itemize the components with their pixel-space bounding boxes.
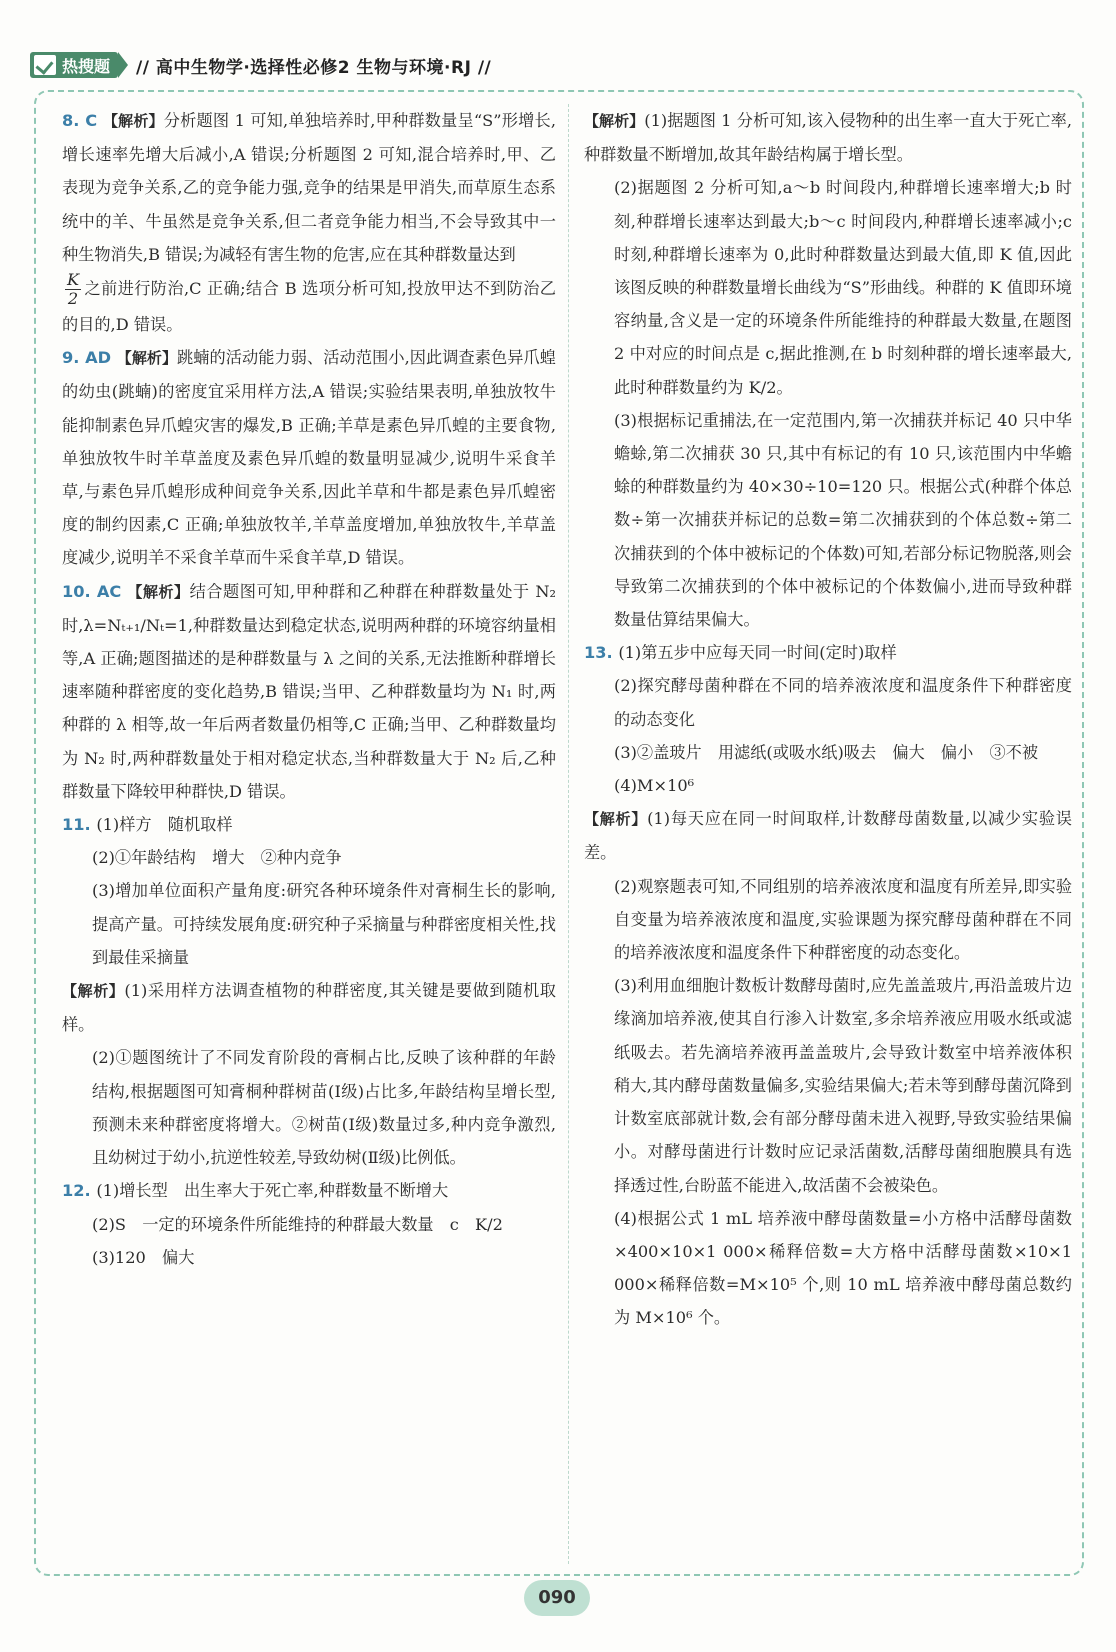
answer-text: 跳蝻的活动能力弱、活动范围小,因此调查素色异爪蝗的幼虫(跳蝻)的密度宜采用样方法,A 错误;实验结果表明,单独放牧牛能抑制素色异爪蝗灾害的爆发,B 正确;羊草是素色异爪蝗的主要食物,单独放牧牛时羊草盖度及素色异爪蝗的数量明显减少,说明牛采食羊草,与素色异爪蝗形成种间竞争关系,因此羊草和牛都是素色异爪蝗密度的制约因素,C 正确;单独放牧羊,羊草盖度增加,单独放牧牛,羊草盖度减少,说明羊不采食羊草而牛采食羊草,D 错误。 — [62, 348, 556, 568]
left-column — [62, 104, 556, 1274]
answer-text: 结合题图可知,甲种群和乙种群在种群数量处于 N₂ 时,λ=Nₜ₊₁/Nₜ=1,种群数量达到稳定状态,说明两种群的环境容纳量相等,A 正确;题图描述的是种群数量与 λ 之间的关系,无法推断种群增长速率随种群密度的变化趋势,B 错误;当甲、乙种群数量均为 N₁ 时,两种群的 λ 相等,故一年后两者数量仍相等,C 正确;当甲、乙种群数量均为 N₂ 时,两种群数量处于相对稳定状态,当种群数量大于 N₂ 后,乙种群数量下降较甲种群快,D 错误。 — [62, 581, 556, 801]
answer-text: (2)S 一定的环境条件所能维持的种群最大数量 c K/2 — [92, 1214, 503, 1234]
answer-paragraph — [584, 104, 1072, 171]
fraction — [65, 271, 81, 308]
answer-paragraph — [62, 1208, 556, 1241]
answer-text: (3)利用血细胞计数板计数酵母菌时,应先盖盖玻片,再沿盖玻片边缘滴加培养液,使其自行渗入计数室,多余培养液应用吸水纸或滤纸吸去。若先滴培养液再盖盖玻片,会导致计数室中培养液体积稍大,其内酵母菌数量偏多,实验结果偏大;若未等到酵母菌沉降到计数室底部就计数,会有部分酵母菌未进入视野,导致实验结果偏小。对酵母菌进行计数时应记录活菌数,活酵母菌细胞膜具有选择透过性,台盼蓝不能进入,故活菌不会被染色。 — [614, 976, 1072, 1195]
answer-text: (2)①题图统计了不同发育阶段的膏桐占比,反映了该种群的年龄结构,根据题图可知膏桐种群树苗(Ⅰ级)占比多,年龄结构呈增长型,预测未来种群密度将增大。②树苗(Ⅰ级)数量过多,种内竞争激烈,且幼树过于幼小,抗逆性较差,导致幼树(Ⅱ级)比例低。 — [92, 1048, 556, 1168]
analysis-tag: 【解析】 — [127, 582, 190, 601]
answer-paragraph — [584, 769, 1072, 802]
answer-paragraph — [62, 1041, 556, 1174]
badge — [30, 52, 118, 78]
answer-paragraph — [584, 802, 1072, 869]
answer-text: 之前进行防治,C 正确;结合 B 选项分析可知,投放甲达不到防治乙的目的,D 错误。 — [62, 279, 556, 335]
right-column — [584, 104, 1072, 1335]
answer-text: (2)观察题表可知,不同组别的培养液浓度和温度有所差异,即实验自变量为培养液浓度和温度,实验课题为探究酵母菌种群在不同的培养液浓度和温度条件下种群密度的动态变化。 — [614, 876, 1072, 963]
fraction-denominator: 2 — [67, 289, 79, 309]
answer-text: (1)采用样方法调查植物的种群密度,其关键是要做到随机取样。 — [62, 981, 556, 1035]
answer-paragraph — [62, 575, 556, 808]
answer-paragraph — [584, 1202, 1072, 1335]
checkmark-icon — [34, 55, 56, 75]
badge-arrow-icon — [118, 52, 128, 78]
fraction-numerator: K — [67, 270, 80, 290]
header-title: // 高中生物学·选择性必修2 生物与环境·RJ // — [136, 57, 492, 78]
answer-paragraph — [62, 1241, 556, 1274]
analysis-tag: 【解析】 — [584, 810, 648, 829]
answer-paragraph — [62, 1174, 556, 1207]
answer-text: (3)②盖玻片 用滤纸(或吸水纸)吸去 偏大 偏小 ③不被 — [614, 742, 1039, 762]
question-number: 13. — [584, 643, 619, 663]
answer-paragraph — [584, 736, 1072, 769]
answer-paragraph — [62, 341, 556, 574]
answer-text: (3)120 偏大 — [92, 1247, 195, 1267]
analysis-tag: 【解析】 — [584, 112, 645, 130]
answer-text: (4)M×10⁶ — [614, 776, 695, 796]
answer-text: (4)根据公式 1 mL 培养液中酵母菌数量=小方格中活酵母菌数×400×10×1 000×稀释倍数=大方格中活酵母菌数×10×1 000×稀释倍数=M×10⁵ 个,则 10 mL 培养液中酵母菌总数约为 M×10⁶ 个。 — [614, 1208, 1072, 1328]
answer-paragraph — [62, 874, 556, 974]
question-number: 12. — [62, 1181, 97, 1201]
answer-text: (2)探究酵母菌种群在不同的培养液浓度和温度条件下种群密度的动态变化 — [614, 676, 1072, 729]
question-number: 11. — [62, 815, 97, 835]
answer-paragraph — [584, 171, 1072, 403]
answer-text: 分析题图 1 可知,单独培养时,甲种群数量呈“S”形增长,增长速率先增大后减小,A 错误;分析题图 2 可知,混合培养时,甲、乙表现为竞争关系,乙的竞争能力强,竞争的结果是甲消失,而草原生态系统中的羊、牛虽然是竞争关系,但二者竞争能力相当,不会导致其中一种生物消失,B 错误;为减轻有害生物的危害,应在其种群数量达到 — [62, 111, 556, 264]
column-divider — [568, 104, 569, 1564]
analysis-tag: 【解析】 — [116, 349, 178, 368]
answer-text: (1)据题图 1 分析可知,该入侵物种的出生率一直大于死亡率,种群数量不断增加,故其年龄结构属于增长型。 — [584, 111, 1072, 165]
answer-text: (1)第五步中应每天同一时间(定时)取样 — [618, 643, 897, 663]
answer-text: (3)根据标记重捕法,在一定范围内,第一次捕获并标记 40 只中华蟾蜍,第二次捕获 30 只,其中有标记的有 10 只,该范围内中华蟾蜍的种群数量约为 40×30÷10=120 只。根据公式(种群个体总数÷第一次捕获并标记的总数=第二次捕获到的个体总数÷第二次捕获到的个体中被标记的个体数)可知,若部分标记物脱落,则会导致第二次捕获到的个体中被标记的个体数偏小,进而导致种群数量估算结果偏大。 — [614, 410, 1072, 630]
badge-label: 热搜题 — [62, 56, 111, 76]
analysis-tag: 【解析】 — [62, 982, 125, 1001]
answer-paragraph — [584, 404, 1072, 636]
answer-paragraph — [584, 669, 1072, 735]
question-number: 9. AD — [62, 348, 117, 368]
answer-text: (3)增加单位面积产量角度:研究各种环境条件对膏桐生长的影响,提高产量。可持续发展角度:研究种子采摘量与种群密度相关性,找到最佳采摘量 — [92, 881, 556, 967]
answer-text: (2)据题图 2 分析可知,a～b 时间段内,种群增长速率增大;b 时刻,种群增长速率达到最大;b～c 时间段内,种群增长速率减小;c 时刻,种群增长速率为 0,此时种群数量达到最大值,即 K 值,因此该图反映的种群数量增长曲线为“S”形曲线。种群的 K 值即环境容纳量,含义是一定的环境条件所能维持的种群最大数量,在题图 2 中对应的时间点是 c,据此推测,在 b 时刻种群的增长速率最大,此时种群数量约为 K/2。 — [614, 178, 1072, 397]
answer-text: (1)样方 随机取样 — [96, 815, 233, 835]
page-number: 090 — [524, 1580, 590, 1616]
answer-paragraph — [584, 870, 1072, 970]
answer-paragraph — [62, 841, 556, 874]
question-number: 10. AC — [62, 581, 128, 601]
answer-paragraph — [62, 974, 556, 1041]
answer-text: (1)每天应在同一时间取样,计数酵母菌数量,以减少实验误差。 — [584, 809, 1072, 863]
answer-paragraph — [584, 636, 1072, 669]
answer-paragraph — [62, 808, 556, 841]
answer-paragraph — [62, 104, 556, 271]
page-header — [30, 50, 570, 80]
answer-text: (2)①年龄结构 增大 ②种内竞争 — [92, 848, 342, 868]
analysis-tag: 【解析】 — [102, 112, 164, 130]
question-number: 8. C — [62, 111, 103, 130]
answer-text: (1)增长型 出生率大于死亡率,种群数量不断增大 — [96, 1181, 449, 1201]
answer-paragraph — [62, 271, 556, 341]
answer-paragraph — [584, 969, 1072, 1201]
